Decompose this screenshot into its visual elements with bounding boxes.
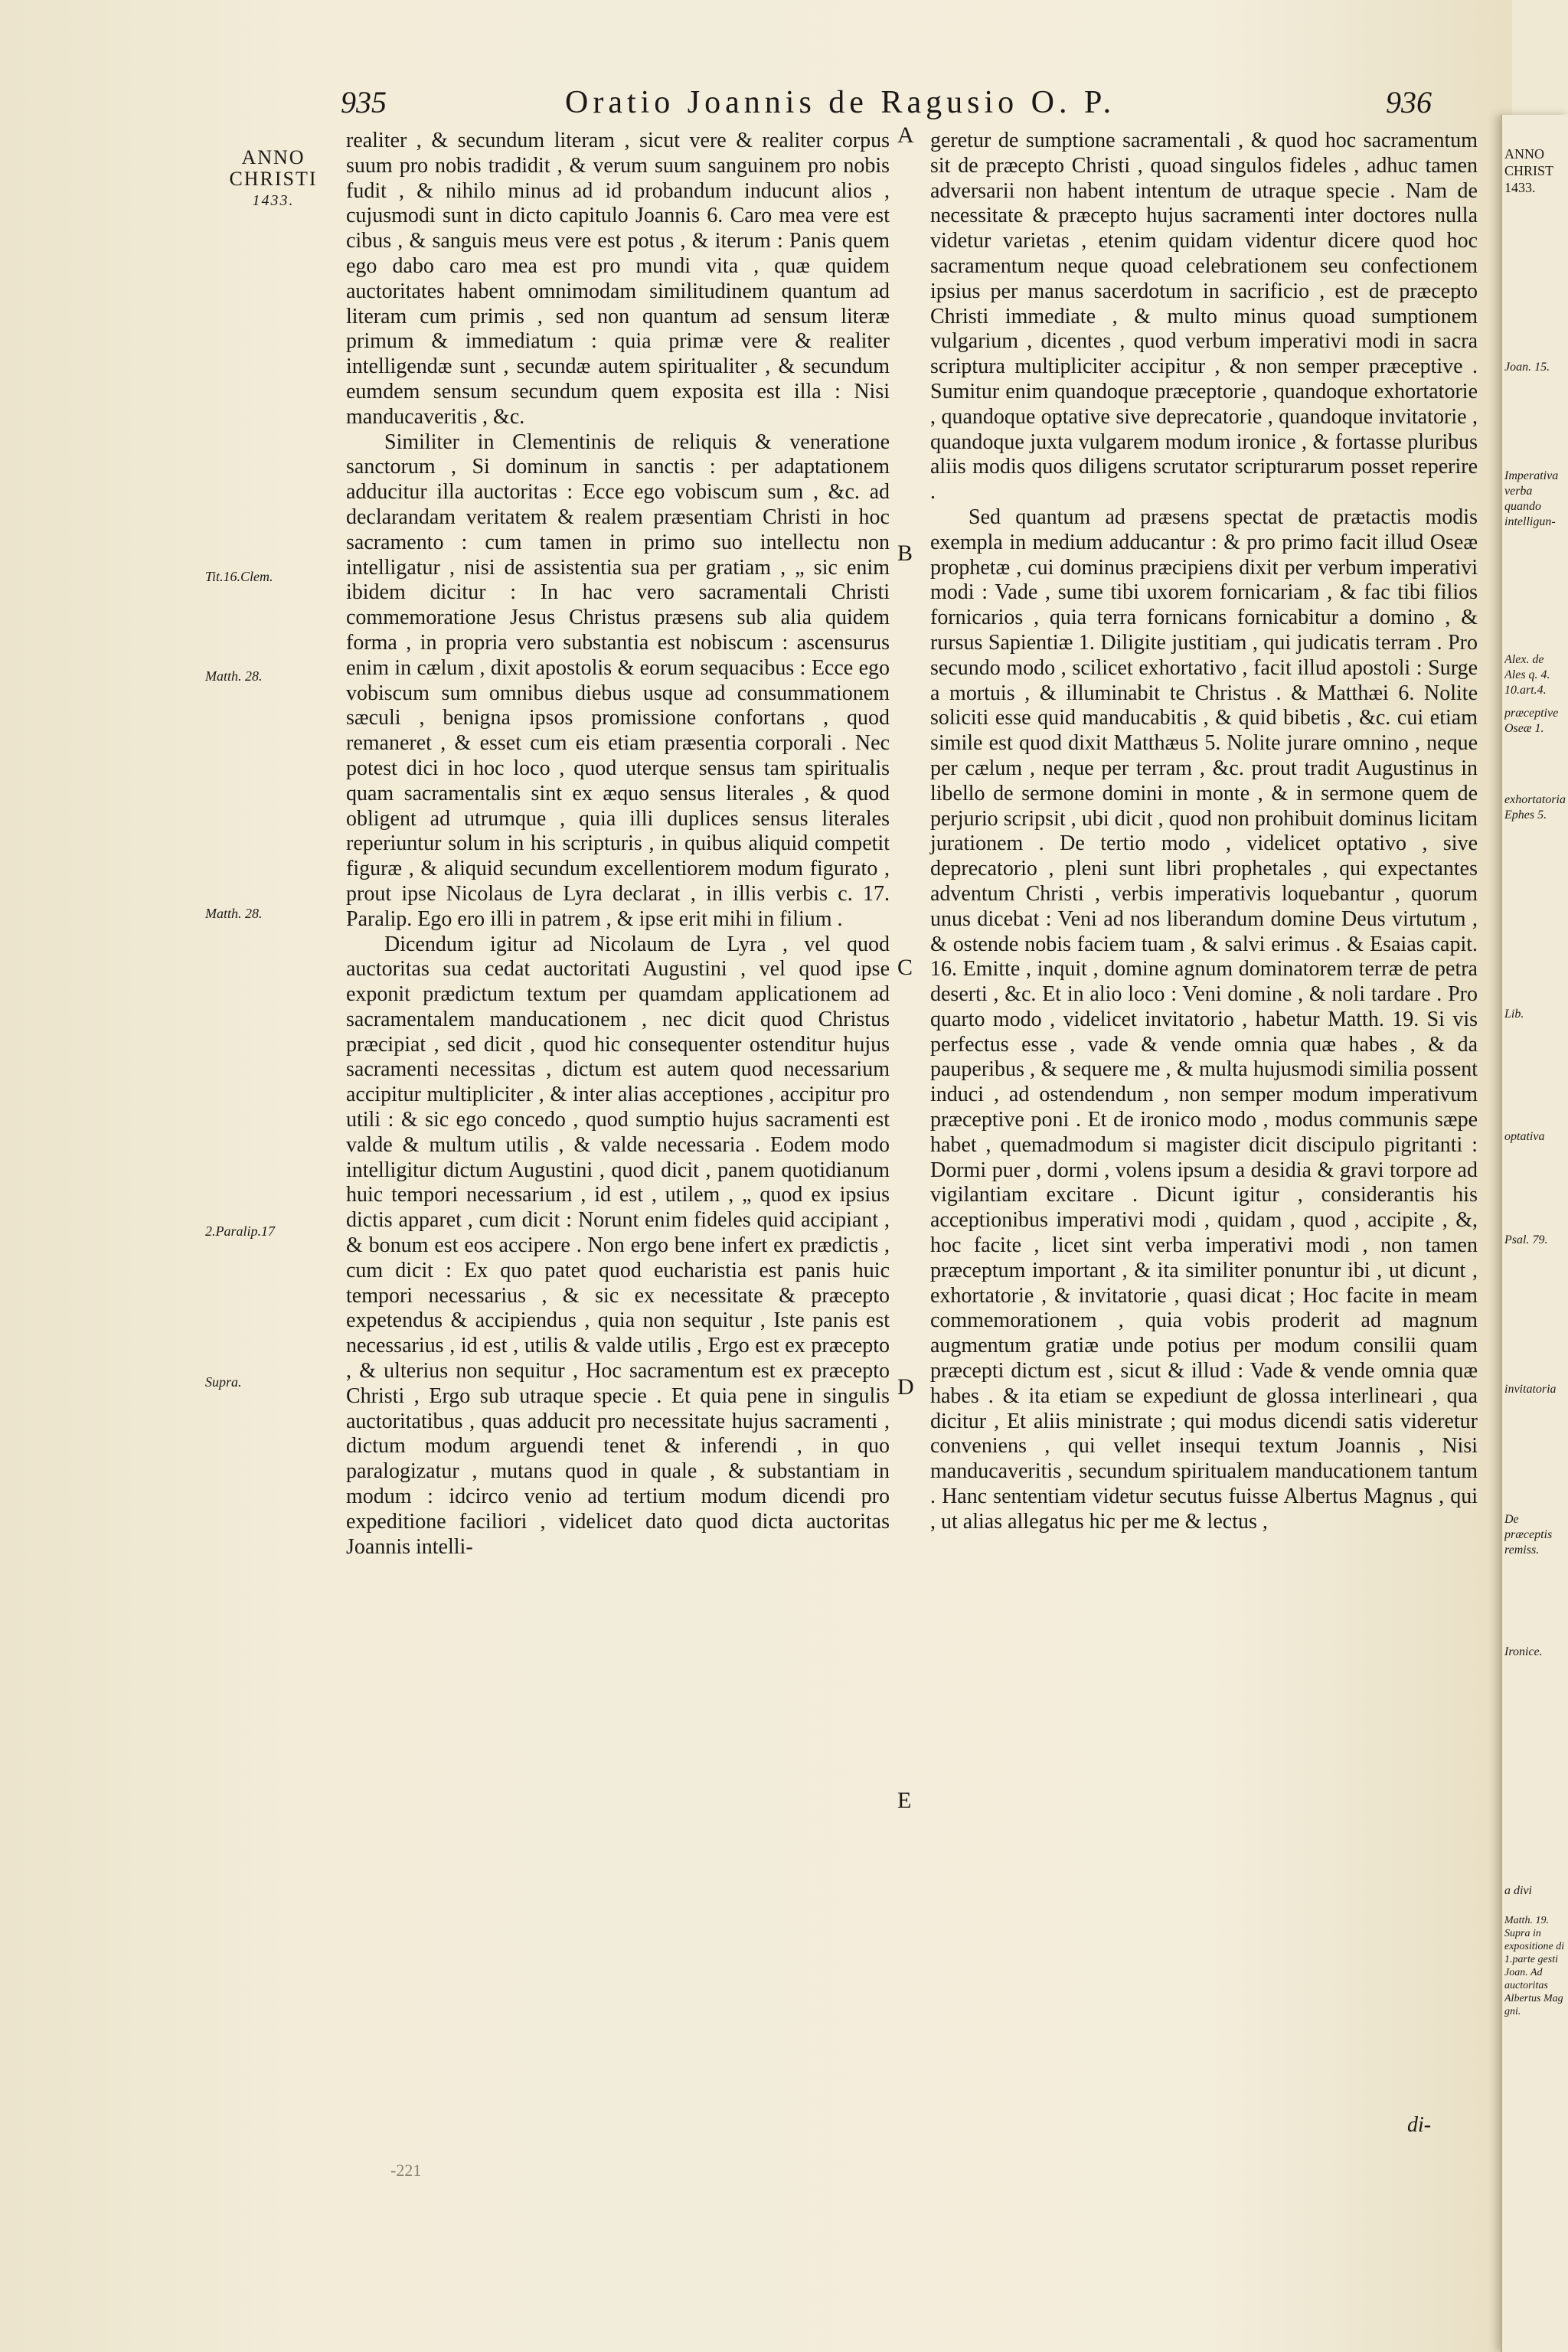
- left-page-number: 935: [341, 85, 387, 119]
- next-page-note: Imperativa verba quando intelligun-: [1504, 469, 1559, 528]
- right-text-column: [930, 129, 1478, 1535]
- next-page-anno: ANNO CHRIST 1433.: [1504, 146, 1553, 195]
- section-letter: B: [897, 541, 913, 566]
- anno-label: ANNO: [241, 146, 305, 168]
- margin-note: Tit.16.Clem.: [205, 569, 273, 584]
- next-page-note: Ironice.: [1504, 1645, 1543, 1658]
- next-page-note: Alex. de Ales q. 4. 10.art.4.: [1504, 653, 1550, 697]
- anno-christi-box: [216, 147, 331, 211]
- section-letter: A: [897, 122, 914, 148]
- next-page-note: Psal. 79.: [1504, 1233, 1548, 1246]
- bottom-mark: -221: [390, 2161, 422, 2180]
- paragraph: geretur de sumptione sacramentali , & quod hoc sacramentum sit de præcepto Christi , quoad singulos fideles , adhuc tamen adversarii non habent intentum de utraque specie . Nam de necessitate & præcepto hujus sacramenti inter doctores nulla videtur varietas , etenim quidam videntur dicere quod hoc sacramentum neque quoad celebrationem seu confectionem ipsius per manus sacerdotum in sacrificio , est de præcepto Christi immediate , & multo minus quoad sumptionem vulgarium , dicentes , quod verbum imperativi modi in sacra scriptura multipliciter accipitur , & non semper præceptive . Sumitur enim quandoque præceptorie , quandoque exhortatorie , quandoque optative sive deprecatorie , quandoque invitatorie , quandoque juxta vulgarem modum ironice , & fortasse pluribus aliis modis quos diligens scrutator scripturarum posset reperire .: [930, 129, 1478, 505]
- next-page-note: exhortatoria Ephes 5.: [1504, 793, 1566, 822]
- next-page-note: a divi: [1504, 1884, 1532, 1897]
- next-page-note: Joan. 15.: [1504, 361, 1550, 374]
- page-title: Oratio Joannis de Ragusio O. P.: [565, 85, 1116, 120]
- anno-year: 1433.: [252, 192, 295, 209]
- catchword: di-: [1407, 2113, 1432, 2137]
- running-head: [0, 84, 1512, 130]
- section-letter: D: [897, 1374, 914, 1400]
- next-page-note: invitatoria: [1504, 1383, 1557, 1396]
- paragraph: Sed quantum ad præsens spectat de prætactis modis exempla in medium adducantur : & pro primo facit illud Oseæ prophetæ , cui dominus præcipiens dixit per verbum imperativi modi : Vade , sume tibi uxorem fornicariam , & fac tibi filios fornicarios , quia terra fornicans fornicabitur a domino , & rursus Sapientiæ 1. Diligite justitiam , qui judicatis terram . Pro secundo modo , scilicet exhortativo , facit illud apostoli : Surge a mortuis , & illuminabit te Christus . & Matthæi 6. Nolite soliciti esse quid manducabitis , & quid bibetis , &c. cui etiam simile est quod dixit Matthæus 5. Nolite jurare omnino , neque per cælum , neque per terram , &c. prout tradit Augustinus in libello de sermone domini in monte , & in sermone quem de perjurio scripsit , ubi dicit , quod non prohibuit dominus licitam jurationem . De tertio modo , videlicet optativo , sive deprecatorio , pleni sunt libri prophetales , qui expectantes adventum Christi , verbis imperativis loquebantur , quorum unus dicebat : Veni ad nos liberandum domine Deus virtutum , & ostende nobis faciem tuam , & salvi erimus . & Esaias capit. 16. Emitte , inquit , domine agnum dominatorem terræ de petra deserti , &c. Et in alio loco : Veni domine , & noli tardare . Pro quarto modo , videlicet invitatorio , habetur Matth. 19. Si vis perfectus esse , vade & vende omnia quæ habes , & da pauperibus , & sequere me , & multa hujusmodi similia possent induci , ad ostendendum , non semper modum imperativum præceptive poni . Et de ironico modo , modus communis sæpe habet , quemadmodum si magister dicit discipulo pigritanti : Dormi puer , dormi , volens ipsum a desidia & gravi torpore ad vigilantiam excitare . Dicunt igitur , considerantis his acceptionibus imperativi modi , quidam , quod , accipite , &, hoc facite , licet sint verba imperativi modi , non tamen præceptum important , & ita similiter ponuntur ibi , ut dicunt , exhortatorie , & invitatorie , quasi dicat ; Hoc facite in meam commemorationem , quia vobis proderit ad magnum augmentum gratiæ unde potius per modum consilii quam præcepti dictum est , sicut & illud : Vade & vende omnia quæ habes . & ita etiam se expediunt de glossa interlineari , qua dicitur , Et aliis ministrate ; qui modus dicendi satis videretur conveniens , qui vellet insequi textum Joannis , Nisi manducaveritis , secundum spiritualem manducationem tantum . Hanc sententiam videtur secutus fuisse Albertus Magnus , qui , ut alias allegatus hic per me & lectus ,: [930, 505, 1478, 1534]
- margin-note: Supra.: [205, 1374, 242, 1390]
- next-page-note: Matth. 19. Supra in expositione di 1.parte gesti Joan. Ad auctoritas Albertus Mag gni.: [1504, 1915, 1565, 2017]
- paragraph: realiter , & secundum literam , sicut vere & realiter corpus suum pro nobis tradidit , & verum suum sanguinem pro nobis fudit , & nihilo minus ad id probandum inducunt alios , cujusmodi sunt in dicto capitulo Joannis 6. Caro mea vere est cibus , & sanguis meus vere est potus , & iterum : Panis quem ego dabo caro mea est pro mundi vita , quæ quidem auctoritates habent omnimodam similitudinem quantum ad literam cum primis , sed non quantum ad sensum literæ primum & immediatum : quia primæ vere & realiter intelligendæ sunt , secundæ autem spiritualiter , & secundum eumdem sensum secundum quem exposita est illa : Nisi manducaveritis , &c.: [346, 129, 890, 429]
- margin-note: 2.Paralip.17: [205, 1223, 276, 1239]
- next-page-note: præceptive Oseæ 1.: [1504, 707, 1559, 735]
- next-page-note: Lib.: [1504, 1008, 1524, 1021]
- margin-note: Matth. 28.: [205, 668, 263, 684]
- right-page-number: 936: [1386, 85, 1432, 119]
- left-text-column: [346, 129, 890, 1560]
- next-page-note: optativa: [1504, 1130, 1545, 1143]
- paragraph: Similiter in Clementinis de reliquis & veneratione sanctorum , Si dominum in sanctis : per adaptationem adducitur illa auctoritas : Ecce ego vobiscum sum , &c. ad declarandam veritatem & realem præsentiam Christi in hoc sacramento : cum tamen in primo suo intellectu non intelligatur , nisi de assistentia sua per gratiam , „ sic enim ibidem dicitur : In hac vero sacramentali Christi commemoratione Jesus Christus præsens sub alia quidem forma , in propria vero substantia est nobiscum : ascensurus enim in cælum , dixit apostolis & eorum sequacibus : Ecce ego vobiscum sum omnibus diebus usque ad consummationem sæculi , benigna ipsos promissione confortans , quod remaneret , & esset cum eis etiam præsentia corporali . Nec potest dici in hoc loco , quod uterque sensus tam spiritualis quam sacramentalis sint ex æquo sensus literales , & quod obligent ad utrumque , quia illi duplices sensus literales reperiuntur solum in his scripturis , in quibus aliquid competit figuræ , & aliquid secundum excellentiorem modum figurato , prout ipse Nicolaus de Lyra declarat , in illis verbis c. 17. Paralip. Ego ero illi in patrem , & ipse erit mihi in filium .: [346, 430, 890, 931]
- paragraph: Dicendum igitur ad Nicolaum de Lyra , vel quod auctoritas sua cedat auctoritati Augustini , vel quod ipse exponit prædictum textum per quamdam applicationem ad sacramentalem manducationem , nec dicit quod Christus præcipiat , sed dicit , quod hic consequenter ostenditur hujus sacramenti necessitas , dictum est autem quod necessarium accipitur multipliciter , & inter alias acceptiones , accipitur pro utili : & sic ego concedo , quod sumptio hujus sacramenti est valde & multum utilis , & valde necessaria . Eodem modo intelligitur dictum Augustini , quod dicit , panem quotidianum huic tempori necessarium , id est , utilem , „ quod ex ipsius dictis apparet , cum dicit : Norunt enim fideles quid accipiant , & bonum est eos accipere . Non ergo bene infert ex prædictis , cum dicit : Ex quo patet quod eucharistia est panis huic tempori necessarius , & sic ex necessitate & præcepto expetendus & accipiendus , quia non sequitur , Iste panis est necessarius , id est , utilis & valde utilis , Ergo est ex præcepto , & ulterius non sequitur , Hoc sacramentum est ex præcepto Christi , Ergo sub utraque specie . Et quia pene in singulis auctoritatibus , quas adducit pro necessitate hujus sacramenti , dictum modum arguendi tenet & inferendi , in quo paralogizatur , mutans quod in quale , & substantiam in modum : idcirco venio ad tertium modum dicendi pro expeditione faciliori , videlicet dato quod dicta auctoritas Joannis intelli-: [346, 932, 890, 1559]
- margin-note: Matth. 28.: [205, 906, 263, 921]
- next-page-note: De præceptis remiss.: [1504, 1513, 1553, 1557]
- section-letter: C: [897, 955, 913, 980]
- section-letter: E: [897, 1788, 912, 1813]
- christi-label: CHRISTI: [229, 168, 318, 190]
